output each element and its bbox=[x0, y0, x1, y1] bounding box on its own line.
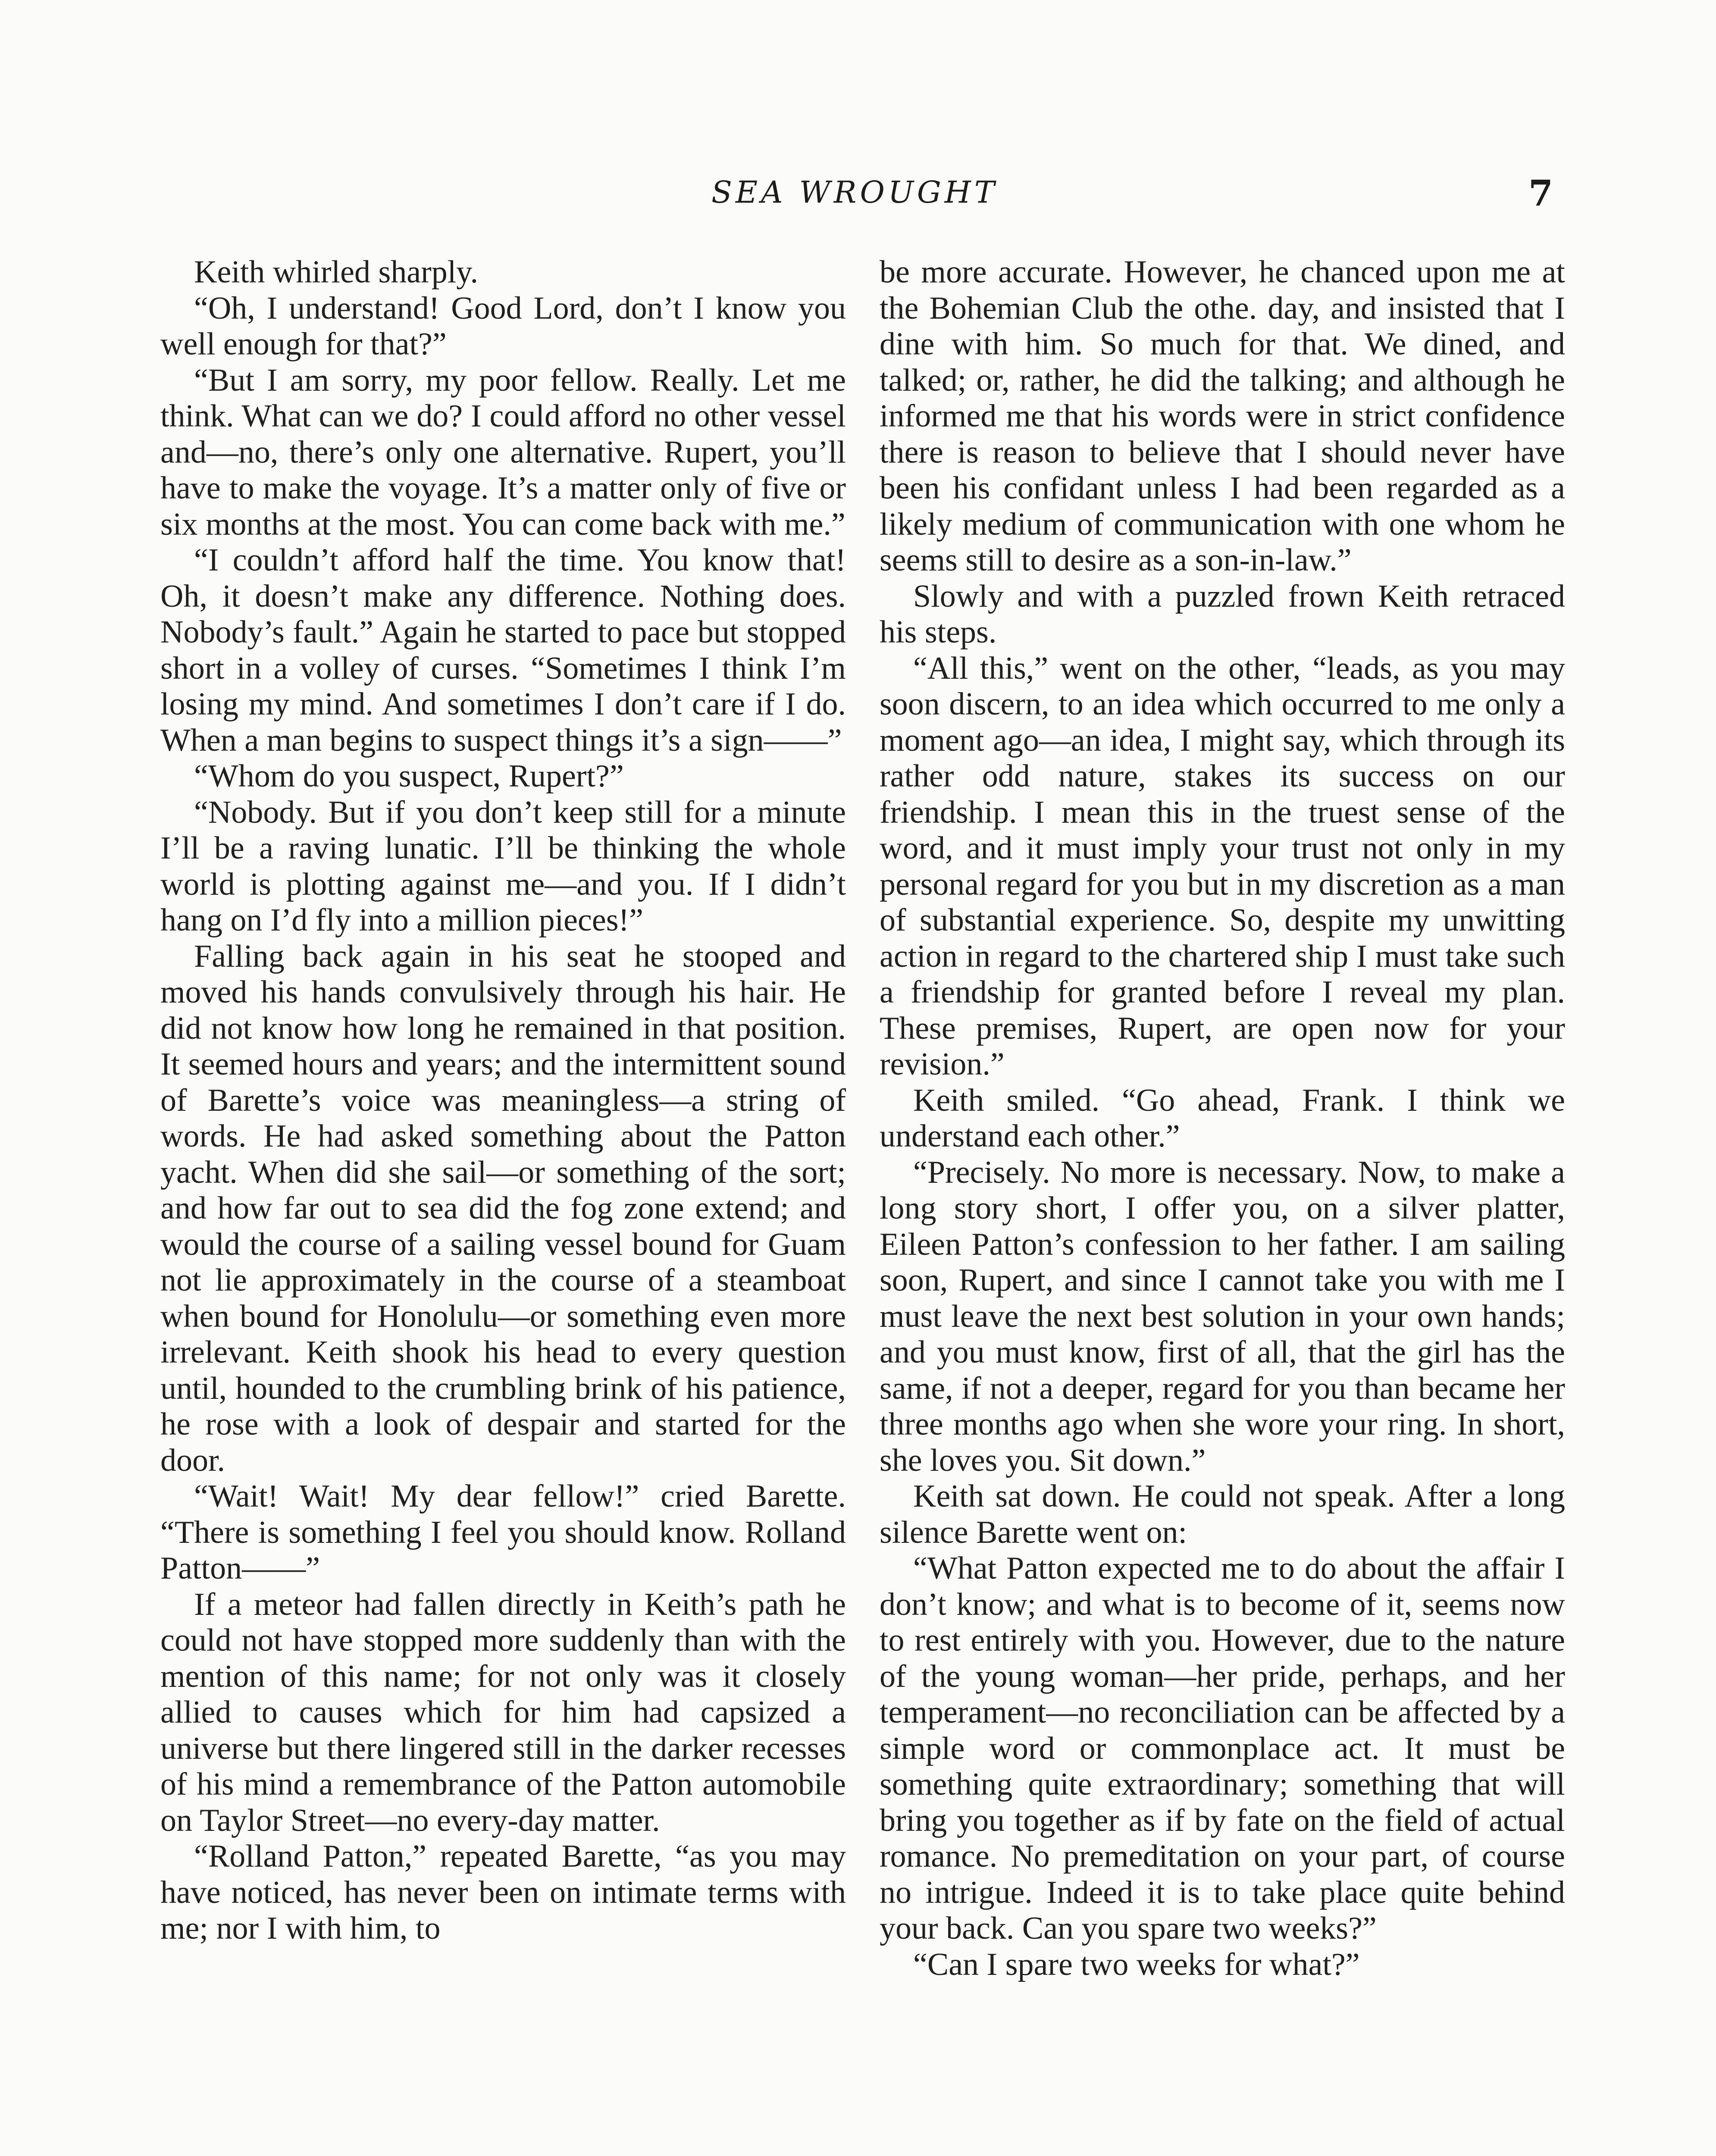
running-title: SEA WROUGHT bbox=[711, 175, 998, 210]
paragraph: “Oh, I understand! Good Lord, don’t I know you well enough for that?” bbox=[160, 290, 846, 362]
running-header bbox=[0, 175, 1716, 222]
paragraph: “But I am sorry, my poor fellow. Really. Let me think. What can we do? I could afford no other vessel and—no, there’s only one alternative. Rupert, you’ll have to make the voyage. It’s a matter only of five or six months at the most. You can come back with me.” bbox=[160, 362, 846, 542]
paragraph: “I couldn’t afford half the time. You know that! Oh, it doesn’t make any difference. Nothing does. Nobody’s fault.” Again he started to pace but stopped short in a volley of curses. “Sometimes I think I’m losing my mind. And sometimes I don’t care if I do. When a man begins to suspect things it’s a sign——” bbox=[160, 542, 846, 758]
paragraph: Keith smiled. “Go ahead, Frank. I think we understand each other.” bbox=[880, 1082, 1565, 1154]
paragraph: Falling back again in his seat he stooped and moved his hands convulsively through his hair. He did not know how long he remained in that position. It seemed hours and years; and the intermittent sound of Barette’s voice was meaningless—a string of words. He had asked something about the Patton yacht. When did she sail—or something of the sort; and how far out to sea did the fog zone extend; and would the course of a sailing vessel bound for Guam not lie approximately in the course of a steamboat when bound for Honolulu—or something even more irrelevant. Keith shook his head to every question until, hounded to the crumbling brink of his patience, he rose with a look of despair and started for the door. bbox=[160, 938, 846, 1478]
paragraph: be more accurate. However, he chanced upon me at the Bohemian Club the othe. day, and insisted that I dine with him. So much for that. We dined, and talked; or, rather, he did the talking; and although he informed me that his words were in strict confidence there is reason to believe that I should never have been his confidant unless I had been regarded as a likely medium of communication with one whom he seems still to desire as a son-in-law.” bbox=[880, 254, 1565, 578]
paragraph: “Precisely. No more is necessary. Now, to make a long story short, I offer you, on a silver platter, Eileen Patton’s confession to her father. I am sailing soon, Rupert, and since I cannot take you with me I must leave the next best solution in your own hands; and you must know, first of all, that the girl has the same, if not a deeper, regard for you than became her three months ago when she wore your ring. In short, she loves you. Sit down.” bbox=[880, 1154, 1565, 1478]
page-number: 7 bbox=[1528, 173, 1553, 214]
paragraph: “Nobody. But if you don’t keep still for a minute I’ll be a raving lunatic. I’ll be thinking the whole world is plotting against me—and you. If I didn’t hang on I’d fly into a million pieces!” bbox=[160, 794, 846, 938]
paragraph: Slowly and with a puzzled frown Keith retraced his steps. bbox=[880, 578, 1565, 650]
left-text-column bbox=[160, 254, 846, 1947]
paragraph: “Rolland Patton,” repeated Barette, “as you may have noticed, has never been on intimate terms with me; nor I with him, to bbox=[160, 1839, 846, 1946]
right-text-column bbox=[880, 254, 1565, 1983]
paragraph: “Whom do you suspect, Rupert?” bbox=[194, 758, 624, 794]
paragraph: Keith sat down. He could not speak. After a long silence Barette went on: bbox=[880, 1479, 1565, 1550]
paragraph: “Wait! Wait! My dear fellow!” cried Barette. “There is something I feel you should know. Rolland Patton——” bbox=[160, 1479, 846, 1586]
paragraph: If a meteor had fallen directly in Keith’s path he could not have stopped more suddenly than with the mention of this name; for not only was it closely allied to causes which for him had capsized a universe but there lingered still in the darker recesses of his mind a remembrance of the Patton automobile on Taylor Street—no every-day matter. bbox=[160, 1586, 846, 1838]
paragraph: “All this,” went on the other, “leads, as you may soon discern, to an idea which occurred to me only a moment ago—an idea, I might say, which through its rather odd nature, stakes its success on our friendship. I mean this in the truest sense of the word, and it must imply your trust not only in my personal regard for you but in my discretion as a man of substantial experience. So, despite my unwitting action in regard to the chartered ship I must take such a friendship for granted before I reveal my plan. These premises, Rupert, are open now for your revision.” bbox=[880, 650, 1565, 1082]
paragraph: “Can I spare two weeks for what?” bbox=[913, 1946, 1360, 1982]
paragraph: “What Patton expected me to do about the affair I don’t know; and what is to become of it, seems now to rest entirely with you. However, due to the nature of the young woman—her pride, perhaps, and her temperament—no reconciliation can be affected by a simple word or commonplace act. It must be something quite extraordinary; something that will bring you together as if by fate on the field of actual romance. No premeditation on your part, of course no intrigue. Indeed it is to take place quite behind your back. Can you spare two weeks?” bbox=[880, 1551, 1565, 1946]
paragraph: Keith whirled sharply. bbox=[194, 254, 478, 290]
